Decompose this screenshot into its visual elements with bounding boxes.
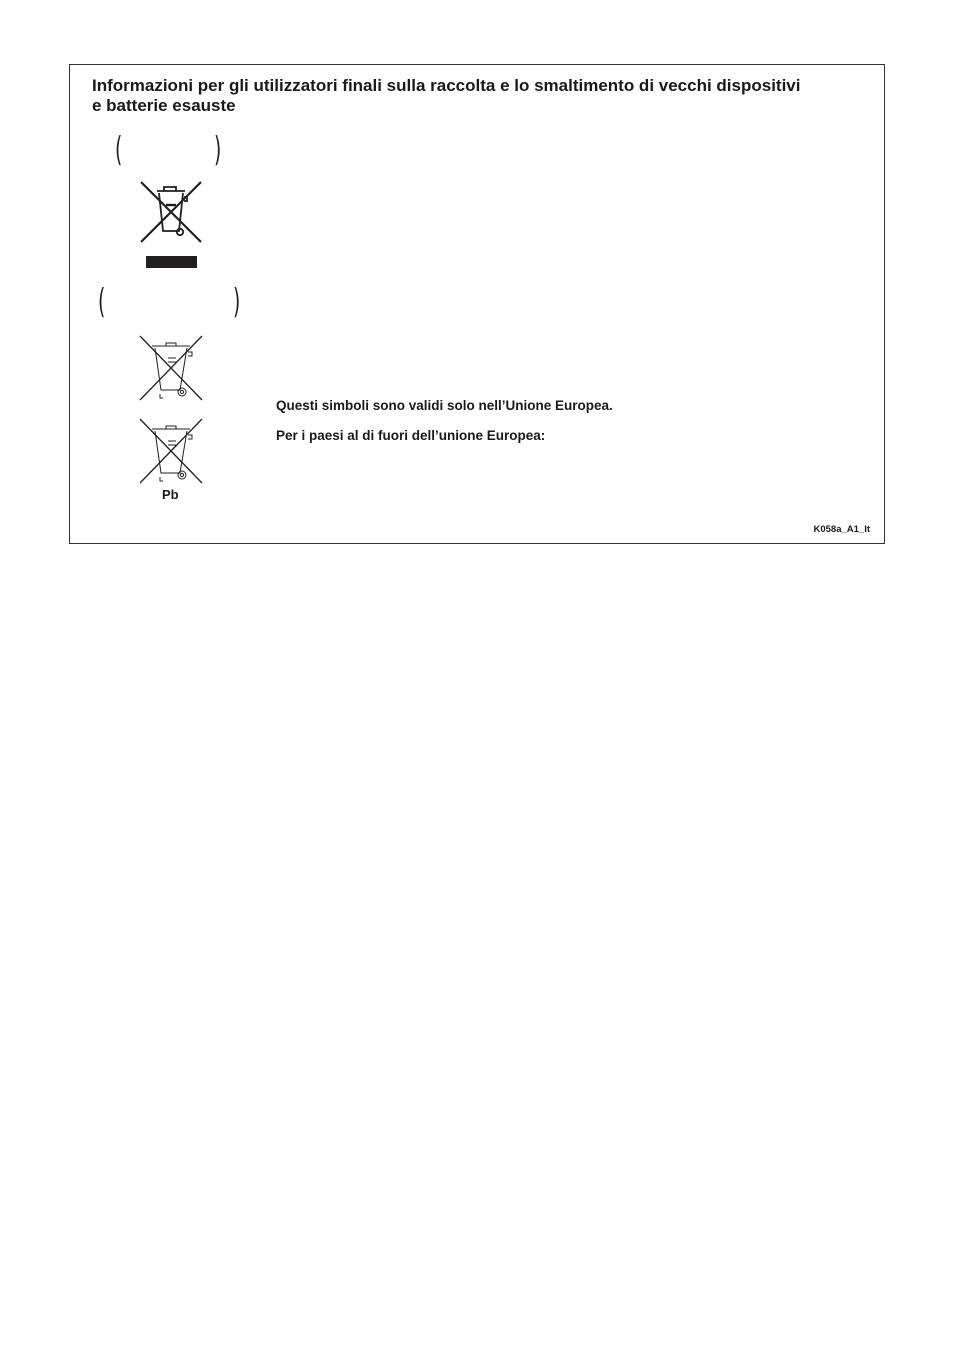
weee-notice-box xyxy=(69,64,885,544)
outside-eu-heading: Per i paesi al di fuori dell’unione Europea: xyxy=(276,428,546,443)
eu-only-notice: Questi simboli sono validi solo nell’Unione Europea. xyxy=(276,398,613,413)
bracket-open: ( xyxy=(114,130,123,170)
notice-title: Informazioni per gli utilizzatori finali sulla raccolta e lo smaltimento di vecchi dispositivi e batterie esauste xyxy=(92,76,801,115)
crossed-bin-lead-battery-icon xyxy=(138,417,204,485)
lead-chemical-symbol: Pb xyxy=(162,487,179,502)
crossed-bin-battery-icon xyxy=(138,334,204,402)
bracket-close: ) xyxy=(232,282,241,322)
bracket-close: ) xyxy=(213,130,222,170)
document-code: K058a_A1_It xyxy=(813,524,870,535)
separate-collection-bar xyxy=(146,256,197,268)
crossed-bin-device-icon xyxy=(138,179,204,245)
bracket-open: ( xyxy=(97,282,106,322)
